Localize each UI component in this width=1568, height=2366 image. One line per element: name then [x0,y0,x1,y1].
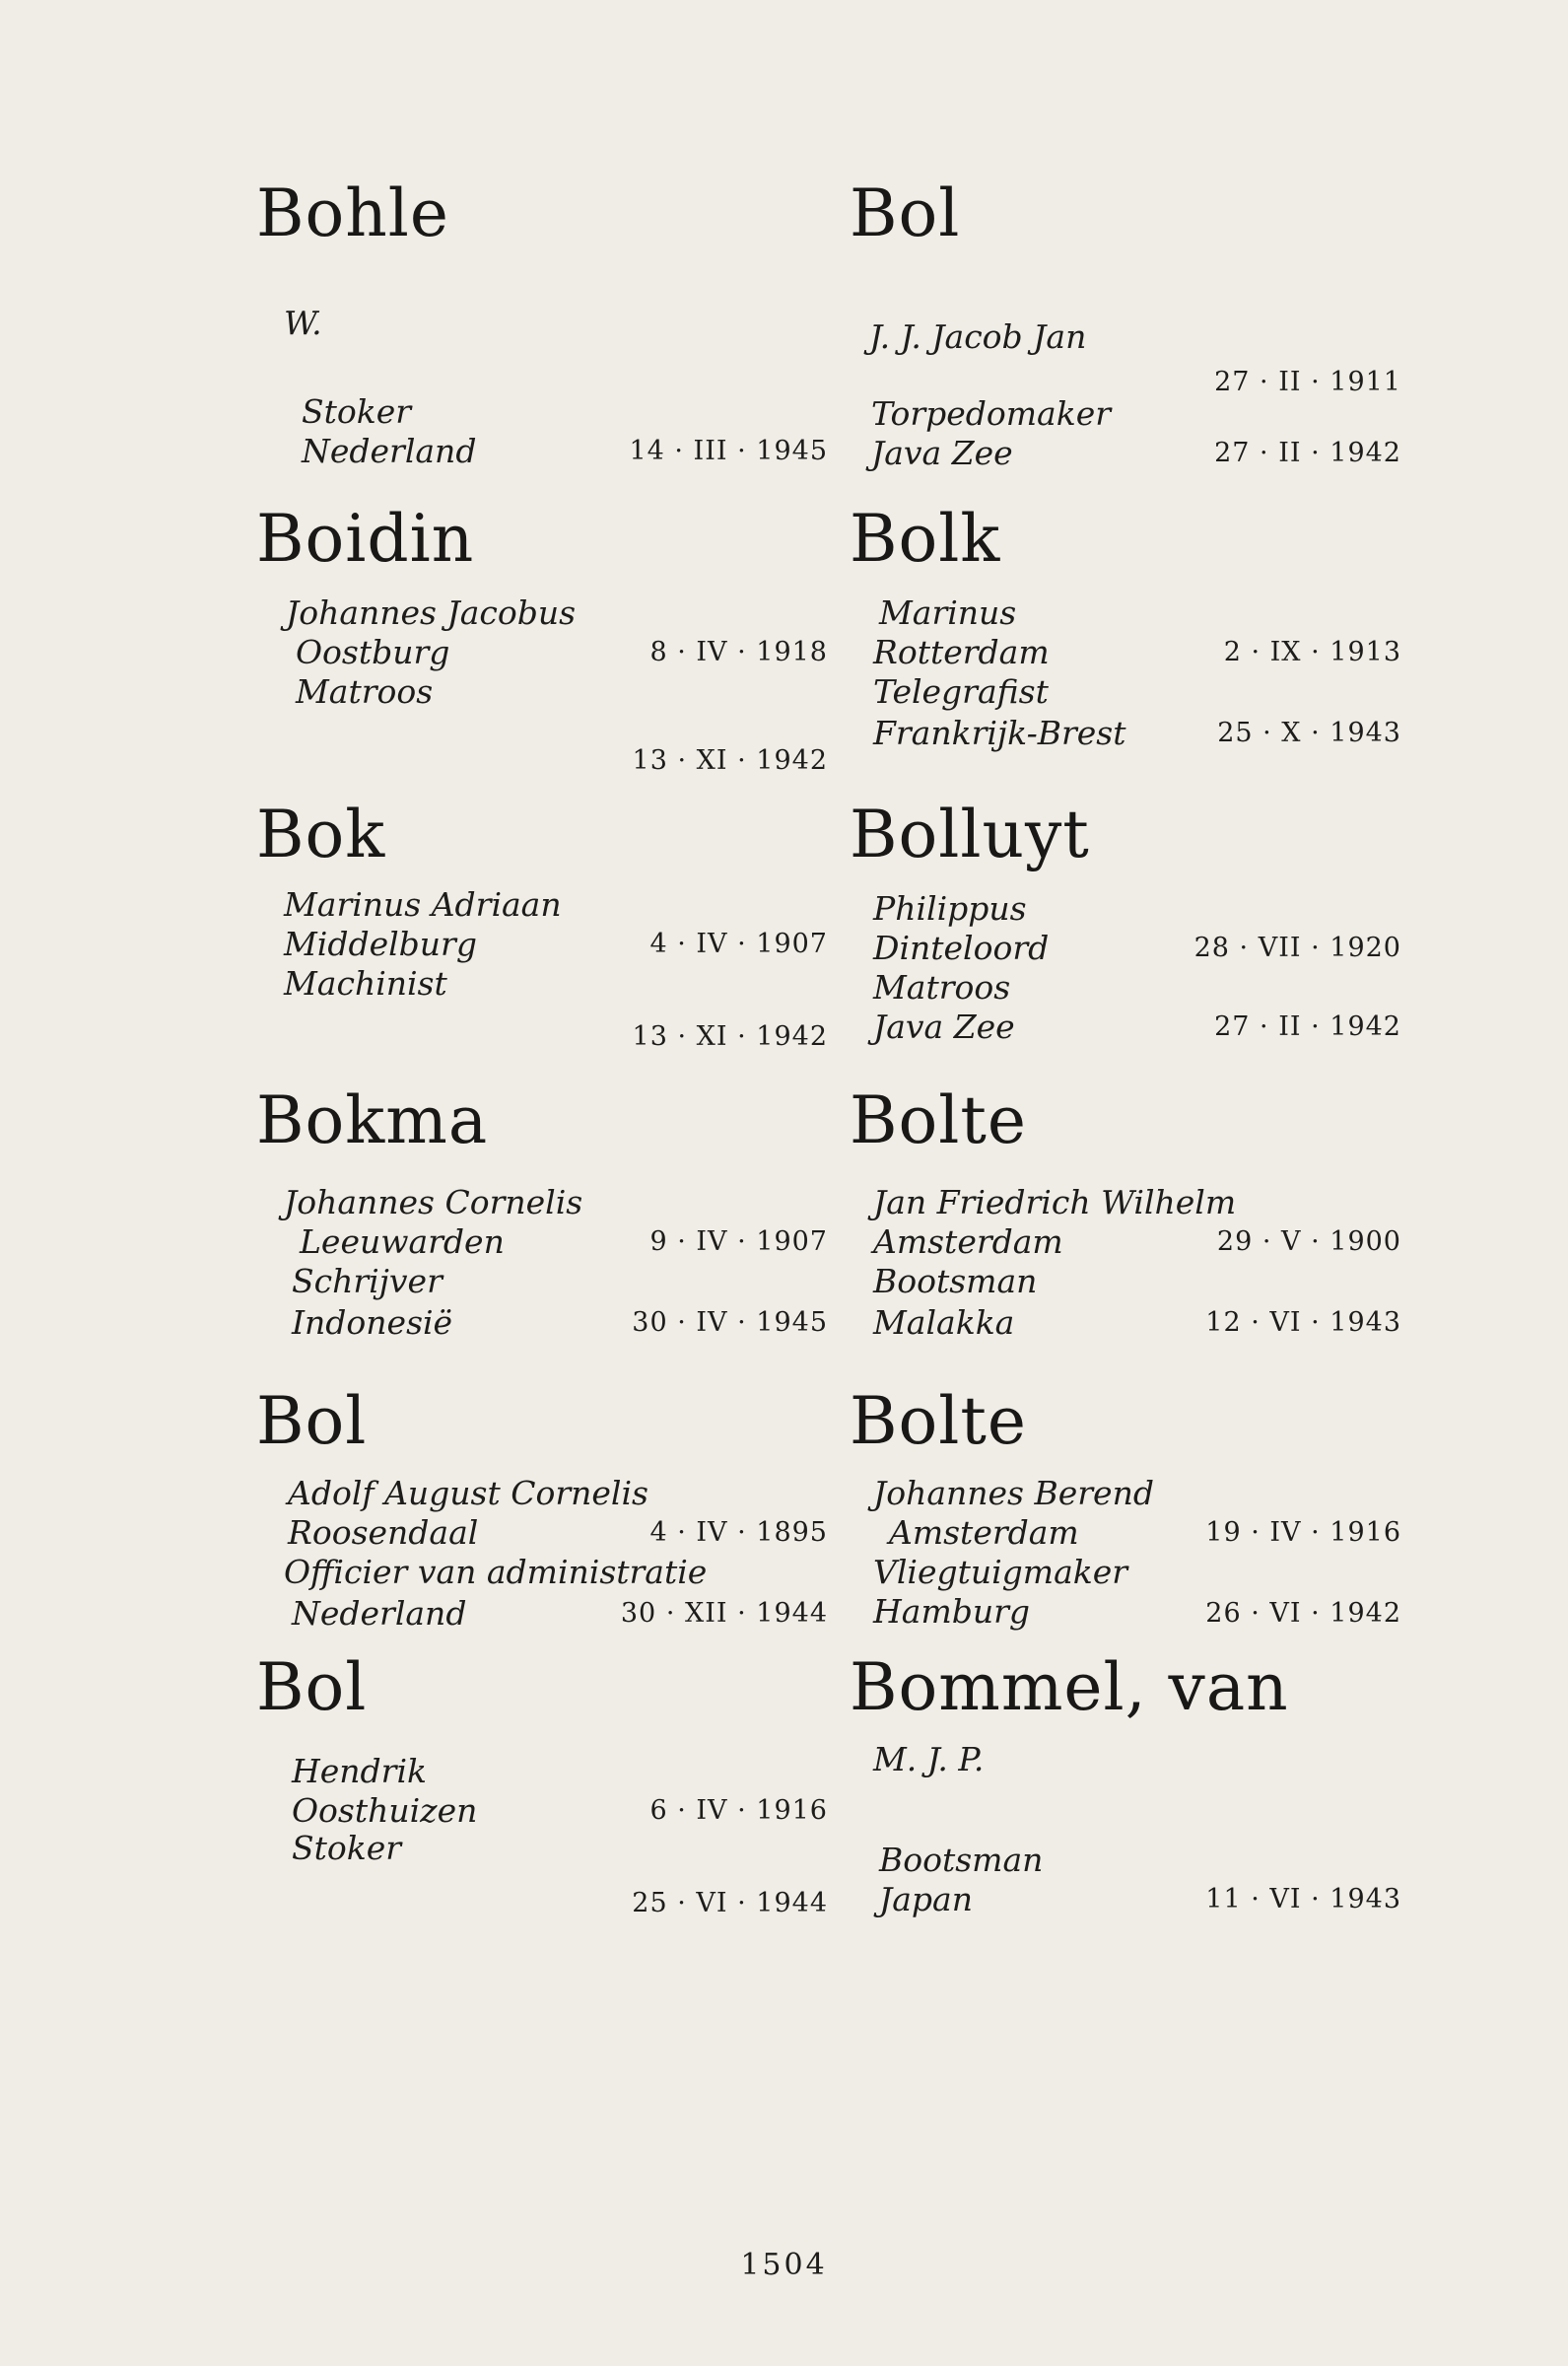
place-of-birth: Middelburg [284,925,477,963]
surname: Bol [850,175,961,251]
date-of-birth: 4 · IV · 1895 [649,1517,828,1548]
date-of-birth: 6 · IV · 1916 [649,1795,828,1826]
rank: Telegrafist [873,672,1049,711]
given-name: Johannes Jacobus [286,593,577,632]
surname: Bok [256,797,386,872]
given-name: W. [284,304,322,342]
place-of-death: Hamburg [873,1592,1031,1631]
date-of-birth: 2 · IX · 1913 [1223,637,1401,667]
place-of-death: Java Zee [873,1008,1015,1046]
surname: Bokma [256,1082,489,1158]
given-name: Philippus [873,889,1027,928]
place-of-death: Malakka [873,1303,1015,1342]
date-of-birth: 29 · V · 1900 [1216,1226,1401,1257]
surname: Bolk [850,501,1001,577]
date-of-death: 12 · VI · 1943 [1205,1307,1401,1338]
surname: Bol [256,1383,368,1459]
date-of-death: 30 · XII · 1944 [620,1598,828,1629]
place-of-death: Indonesië [292,1303,453,1342]
place-of-death: Japan [879,1880,973,1918]
date-of-death: 27 · II · 1942 [1214,1011,1401,1042]
place-of-death: Nederland [292,1594,467,1633]
surname: Bolluyt [850,797,1090,872]
place-of-birth: Dinteloord [873,929,1050,967]
given-name: Adolf August Cornelis [288,1474,648,1512]
date-of-death: 13 · XI · 1942 [632,1021,828,1052]
rank: Torpedomaker [871,394,1112,433]
place-of-birth: Rotterdam [873,633,1050,671]
given-name: Jan Friedrich Wilhelm [873,1183,1237,1221]
surname: Bol [256,1649,368,1725]
given-name: J. J. Jacob Jan [869,317,1087,356]
date-of-death: 11 · VI · 1943 [1205,1884,1401,1914]
date-of-death: 27 · II · 1942 [1214,438,1401,468]
rank: Stoker [292,1829,402,1867]
date-of-birth: 28 · VII · 1920 [1193,933,1401,963]
rank: Vliegtuigmaker [873,1553,1128,1591]
rank: Bootsman [873,1262,1038,1300]
date-of-birth: 4 · IV · 1907 [649,929,828,959]
rank: Matroos [873,968,1011,1007]
given-name: M. J. P. [873,1740,985,1778]
date-of-death: 26 · VI · 1942 [1205,1598,1401,1629]
given-name: Marinus Adriaan [284,885,562,924]
place-of-birth: Roosendaal [288,1513,479,1552]
place-of-birth: Leeuwarden [300,1222,505,1261]
place-of-birth: Oosthuizen [292,1791,478,1830]
date-of-birth: 9 · IV · 1907 [649,1226,828,1257]
place-of-birth: Oostburg [296,633,450,671]
surname: Bolte [850,1082,1027,1158]
date-of-death: 13 · XI · 1942 [632,745,828,776]
surname: Bohle [256,175,449,251]
date-of-death: 14 · III · 1945 [629,436,828,466]
rank: Schrijver [292,1262,443,1300]
date-of-birth: 19 · IV · 1916 [1205,1517,1401,1548]
rank: Matroos [296,672,434,711]
rank: Machinist [284,964,447,1003]
given-name: Marinus [879,593,1017,632]
rank: Stoker [302,392,412,431]
rank: Officier van administratie [284,1553,708,1591]
given-name: Johannes Cornelis [284,1183,583,1221]
given-name: Johannes Berend [873,1474,1154,1512]
date-of-birth: 27 · II · 1911 [1214,367,1401,397]
surname: Bolte [850,1383,1027,1459]
place-of-birth: Amsterdam [889,1513,1079,1552]
date-of-death: 30 · IV · 1945 [632,1307,828,1338]
given-name: Hendrik [292,1752,428,1790]
surname: Bommel, van [850,1649,1289,1725]
surname: Boidin [256,501,475,577]
place-of-death: Java Zee [871,434,1013,472]
place-of-death: Nederland [302,432,477,470]
rank: Bootsman [879,1841,1044,1879]
place-of-death: Frankrijk-Brest [873,714,1126,752]
date-of-death: 25 · VI · 1944 [632,1888,828,1918]
page-number: 1504 [740,2248,828,2282]
date-of-birth: 8 · IV · 1918 [649,637,828,667]
place-of-birth: Amsterdam [873,1222,1063,1261]
date-of-death: 25 · X · 1943 [1217,718,1401,748]
